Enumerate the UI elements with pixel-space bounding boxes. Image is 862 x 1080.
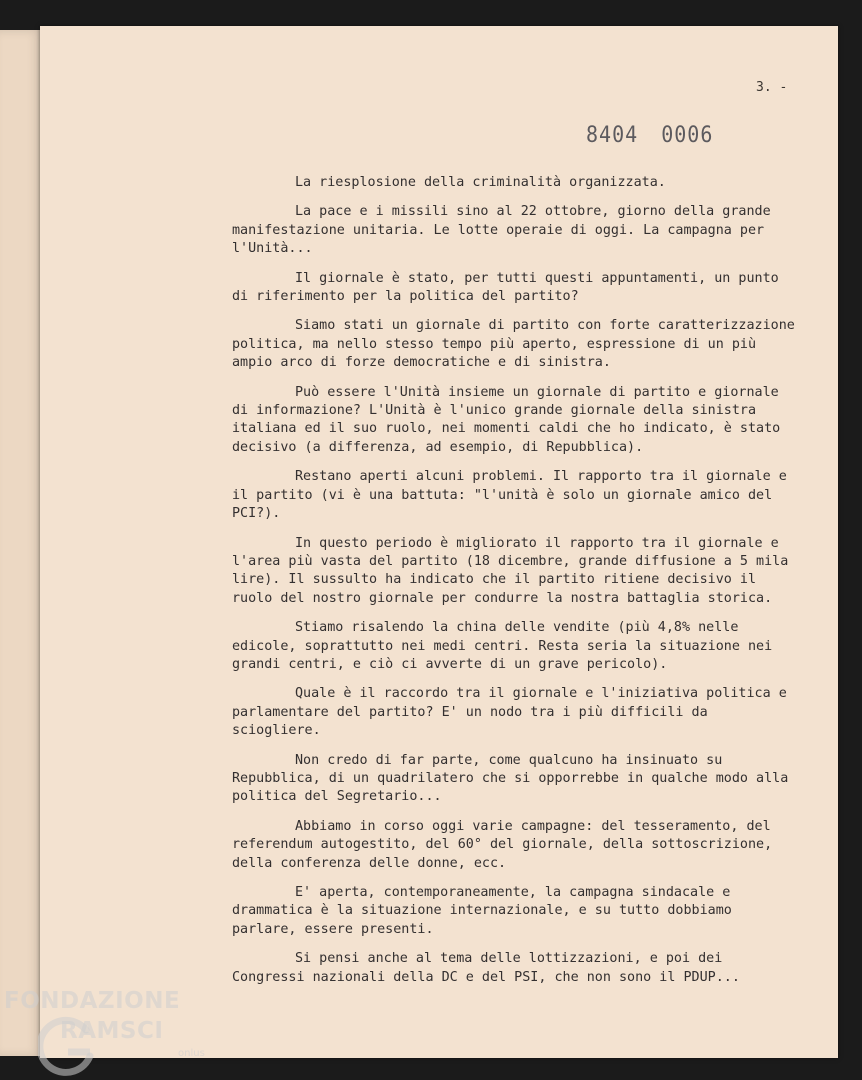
page-number: 3. - [756,80,788,95]
watermark-line1: FONDAZIONE [4,988,181,1014]
previous-page-edge [0,30,43,1056]
paragraph-1: La riesplosione della criminalità organizzata. [295,175,666,190]
watermark-suffix: onlus [178,1048,205,1059]
paragraph-6: Restano aperti alcuni problemi. Il rapporto tra il giornale e il partito (vi è una battuta: "l'unità è solo un giornale amico del PCI?). [232,469,787,522]
paragraph-13: Si pensi anche al tema delle lottizzazioni, e poi dei Congressi nazionali della DC e del PSI, che non sono il PDUP... [232,951,740,985]
paragraph-2: La pace e i missili sino al 22 ottobre, giorno della grande manifestazione unitaria. Le lotte operaie di oggi. La campagna per l'Unità... [232,204,771,257]
paragraph-10: Non credo di far parte, come qualcuno ha insinuato su Repubblica, di un quadrilatero che si opporrebbe in qualche modo alla politica del Segretario... [232,752,789,805]
archive-stamp: 8404 0006 [586,120,714,148]
document-page [40,26,838,1058]
paragraph-12: E' aperta, contemporaneamente, la campagna sindacale e drammatica è la situazione internazionale, e su tutto dobbiamo parlare, essere presenti. [232,885,732,937]
body-text [232,174,802,998]
paragraph-7: In questo periodo è migliorato il rapporto tra il giornale e l'area più vasta del partito (18 dicembre, grande diffusione a 5 mila lire). Il sussulto ha indicato che il partito ritiene decisivo il ruolo del nostro giornale per condurre la nostra battaglia storica. [232,535,789,606]
paragraph-9: Quale è il raccordo tra il giornale e l'iniziativa politica e parlamentare del partito? E' un nodo tra i più difficili da sciogliere. [232,686,787,739]
paragraph-11: Abbiamo in corso oggi varie campagne: del tesseramento, del referendum autogestito, del 60° del giornale, della sottoscrizione, della conferenza delle donne, ecc. [232,818,773,871]
watermark-line2: RAMSCI [60,1018,164,1044]
paragraph-8: Stiamo risalendo la china delle vendite (più 4,8% nelle edicole, soprattutto nei medi centri. Resta seria la situazione nei grandi centri, e ciò ci avverte di un grave pericolo). [232,620,773,672]
paragraph-5: Può essere l'Unità insieme un giornale di partito e giornale di informazione? L'Unità è l'unico grande giornale della sinistra italiana ed il suo ruolo, nei momenti caldi che ho indicato, è stato decisivo (a differenza, ad esempio, di Repubblica). [232,384,781,455]
fondazione-gramsci-watermark [4,988,224,1076]
paragraph-4: Siamo stati un giornale di partito con forte caratterizzazione politica, ma nello stesso tempo più aperto, espressione di un più ampio arco di forze democratiche e di sinistra. [232,318,795,371]
paragraph-3: Il giornale è stato, per tutti questi appuntamenti, un punto di riferimento per la politica del partito? [232,270,779,305]
